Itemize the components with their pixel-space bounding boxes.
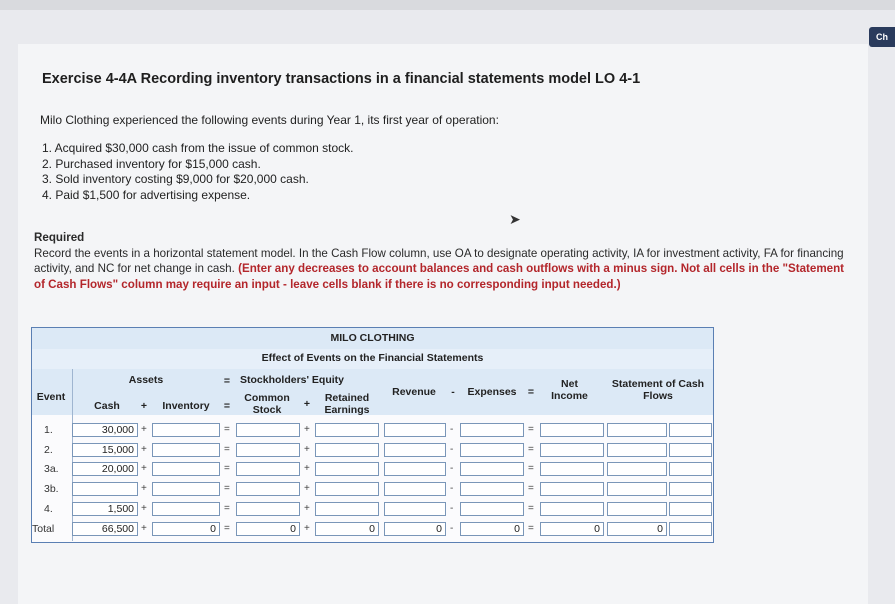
common-stock-input[interactable]: 0 (236, 522, 300, 536)
cash-flow-activity-input[interactable] (669, 423, 712, 437)
table-subtitle: Effect of Events on the Financial Statements (261, 352, 484, 364)
plus-sign: + (140, 400, 148, 412)
cash-flow-activity-input[interactable] (669, 462, 712, 476)
equals-sign: = (224, 523, 230, 534)
row-label: 3b. (44, 483, 59, 495)
intro-text: Milo Clothing experienced the following events during Year 1, its first year of operation: (40, 113, 499, 127)
inventory-input[interactable] (152, 462, 220, 476)
net-income-input[interactable] (540, 462, 604, 476)
equals-sign: = (528, 444, 534, 455)
cash-input[interactable]: 20,000 (72, 462, 138, 476)
minus-sign: - (450, 503, 454, 514)
equals-sign: = (224, 444, 230, 455)
list-item: 2. Purchased inventory for $15,000 cash. (42, 156, 261, 171)
cash-input[interactable]: 15,000 (72, 443, 138, 457)
expenses-input[interactable] (460, 502, 524, 516)
net-income-input[interactable] (540, 443, 604, 457)
list-item: 1. Acquired $30,000 cash from the issue of common stock. (42, 141, 354, 155)
cash-flow-activity-input[interactable] (669, 482, 712, 496)
exercise-title: Exercise 4-4A Recording inventory transactions in a financial statements model LO 4-1 (42, 71, 641, 87)
plus-sign: + (141, 463, 147, 474)
revenue-input[interactable] (384, 443, 446, 457)
net-income-input[interactable] (540, 423, 604, 437)
revenue-input[interactable] (384, 462, 446, 476)
inventory-input[interactable] (152, 502, 220, 516)
plus-sign: + (141, 424, 147, 435)
plus-sign: + (304, 424, 310, 435)
equals-sign: = (224, 424, 230, 435)
list-item: 4. Paid $1,500 for advertising expense. (42, 187, 251, 202)
cash-input[interactable]: 1,500 (72, 502, 138, 516)
plus-sign: + (304, 483, 310, 494)
minus-sign: - (450, 483, 454, 494)
plus-sign: + (304, 503, 310, 514)
cash-flow-activity-input[interactable] (669, 443, 712, 457)
company-name: MILO CLOTHING (330, 332, 415, 344)
minus-sign: - (450, 424, 454, 435)
equals-sign: = (528, 503, 534, 514)
plus-sign: + (304, 523, 310, 534)
cash-flow-amount-input[interactable] (607, 462, 667, 476)
equals-sign: = (224, 503, 230, 514)
expenses-input[interactable] (460, 443, 524, 457)
list-item: 3. Sold inventory costing $9,000 for $20,000 cash. (42, 172, 309, 186)
minus-sign: - (450, 444, 454, 455)
common-stock-input[interactable] (236, 423, 300, 437)
expenses-input[interactable]: 0 (460, 522, 524, 536)
plus-sign: + (141, 483, 147, 494)
revenue-header: Revenue (392, 386, 436, 398)
statement-model-table (31, 327, 714, 543)
side-tab-button[interactable]: Ch (869, 27, 895, 47)
minus-sign: - (450, 463, 454, 474)
equals-sign: = (527, 386, 535, 398)
revenue-input[interactable] (384, 502, 446, 516)
expenses-header: Expenses (467, 386, 517, 398)
expenses-input[interactable] (460, 462, 524, 476)
retained-earnings-input[interactable] (315, 443, 379, 457)
cash-flow-amount-input[interactable]: 0 (607, 522, 667, 536)
browser-top-bar (0, 0, 895, 10)
plus-sign: + (303, 398, 311, 410)
required-text: Record the events in a horizontal statement model. In the Cash Flow column, use OA to designate operating activity, IA for investment activity, FA for financing activity, and NC for net change in cash. (34, 246, 844, 276)
retained-earnings-input[interactable] (315, 423, 379, 437)
equals-sign: = (528, 424, 534, 435)
retained-earnings-header: Retained Earnings (324, 392, 370, 416)
retained-earnings-input[interactable] (315, 462, 379, 476)
cash-flow-amount-input[interactable] (607, 443, 667, 457)
event-list (42, 141, 354, 203)
revenue-input[interactable]: 0 (384, 522, 446, 536)
row-label: 3a. (44, 463, 59, 475)
equals-sign: = (224, 483, 230, 494)
assets-header: Assets (128, 374, 164, 386)
plus-sign: + (141, 503, 147, 514)
minus-sign: - (450, 523, 454, 534)
common-stock-input[interactable] (236, 462, 300, 476)
cash-flow-amount-input[interactable] (607, 423, 667, 437)
retained-earnings-input[interactable] (315, 502, 379, 516)
inventory-input[interactable]: 0 (152, 522, 220, 536)
common-stock-input[interactable] (236, 502, 300, 516)
inventory-input[interactable] (152, 423, 220, 437)
equals-sign: = (528, 523, 534, 534)
cash-input[interactable]: 66,500 (72, 522, 138, 536)
common-stock-header: Common Stock (244, 392, 290, 416)
net-income-input[interactable]: 0 (540, 522, 604, 536)
inventory-input[interactable] (152, 482, 220, 496)
inventory-input[interactable] (152, 443, 220, 457)
cash-flow-amount-input[interactable] (607, 502, 667, 516)
cash-input[interactable] (72, 482, 138, 496)
expenses-input[interactable] (460, 482, 524, 496)
net-income-input[interactable] (540, 482, 604, 496)
row-label: 1. (44, 424, 53, 436)
revenue-input[interactable] (384, 423, 446, 437)
minus-sign: - (451, 386, 455, 398)
row-label: 4. (44, 503, 53, 515)
cash-input[interactable]: 30,000 (72, 423, 138, 437)
cash-flow-amount-input[interactable] (607, 482, 667, 496)
equals-sign: = (528, 483, 534, 494)
row-label: Total (32, 523, 55, 535)
required-instruction: (Enter any decreases to account balances and cash outflows with a minus sign. Not all cells in the "Statement of Cash Flows" column may require an input - leave cells blank if there is no corresponding input needed.) (34, 262, 845, 291)
equals-sign: = (223, 375, 231, 387)
common-stock-input[interactable] (236, 443, 300, 457)
revenue-input[interactable] (384, 482, 446, 496)
equals-sign: = (223, 400, 231, 412)
plus-sign: + (141, 523, 147, 534)
net-income-header: Net Income (551, 378, 588, 402)
plus-sign: + (304, 444, 310, 455)
cash-flow-activity-input[interactable] (669, 522, 712, 536)
plus-sign: + (304, 463, 310, 474)
equity-header: Stockholders' Equity (239, 374, 344, 386)
required-section (34, 230, 849, 292)
inventory-header: Inventory (162, 400, 210, 412)
expenses-input[interactable] (460, 423, 524, 437)
cash-header: Cash (94, 400, 120, 412)
plus-sign: + (141, 444, 147, 455)
cash-flows-header: Statement of Cash Flows (611, 378, 705, 402)
retained-earnings-input[interactable] (315, 482, 379, 496)
mouse-cursor-icon: ➤ (509, 211, 521, 227)
retained-earnings-input[interactable]: 0 (315, 522, 379, 536)
equals-sign: = (224, 463, 230, 474)
row-label: 2. (44, 444, 53, 456)
common-stock-input[interactable] (236, 482, 300, 496)
event-header: Event (36, 391, 66, 403)
required-heading: Required (34, 231, 85, 244)
net-income-input[interactable] (540, 502, 604, 516)
equals-sign: = (528, 463, 534, 474)
cash-flow-activity-input[interactable] (669, 502, 712, 516)
